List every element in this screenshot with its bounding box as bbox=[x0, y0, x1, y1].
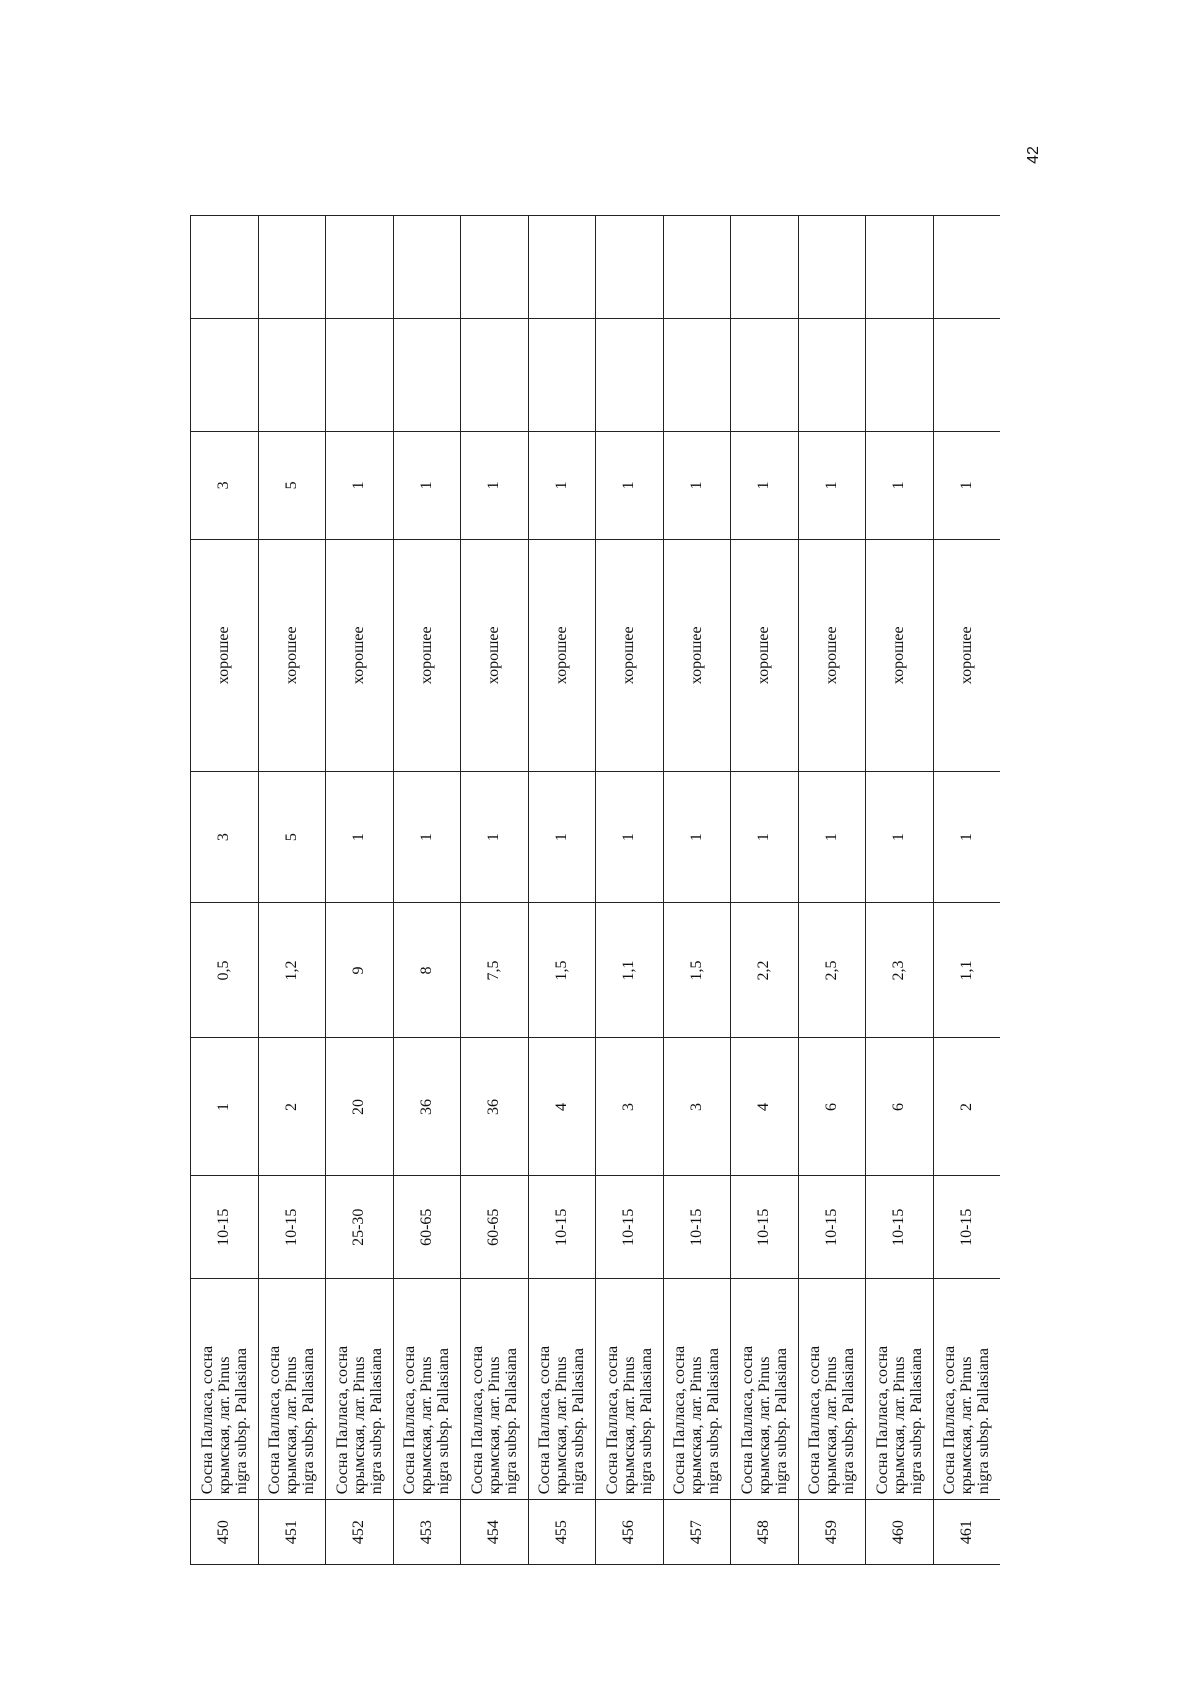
age-cell: 10-15 bbox=[731, 1176, 799, 1279]
table-row bbox=[596, 216, 664, 1565]
table-row bbox=[528, 216, 596, 1565]
species-cell bbox=[731, 1279, 799, 1500]
age-cell: 25-30 bbox=[326, 1176, 394, 1279]
row-number-cell: 450 bbox=[191, 1500, 259, 1565]
species-name-line: Сосна Палласа, сосна bbox=[536, 1345, 554, 1495]
count-cell: 1 bbox=[866, 771, 934, 903]
empty-cell bbox=[326, 318, 394, 431]
age-cell: 10-15 bbox=[663, 1176, 731, 1279]
empty-cell bbox=[191, 318, 259, 431]
species-name-line: nigra subsp. Pallasiana bbox=[570, 1348, 588, 1495]
species-cell bbox=[663, 1279, 731, 1500]
diameter-cell: 3 bbox=[596, 1038, 664, 1176]
species-name-line: nigra subsp. Pallasiana bbox=[300, 1348, 318, 1495]
count-total-cell: 1 bbox=[596, 431, 664, 539]
age-cell: 10-15 bbox=[596, 1176, 664, 1279]
diameter-cell: 36 bbox=[393, 1038, 461, 1176]
empty-cell bbox=[258, 216, 326, 319]
species-name-line: крымская, лат. Pinus bbox=[620, 1356, 638, 1495]
empty-cell bbox=[933, 216, 1000, 319]
condition-cell: хорошее bbox=[663, 539, 731, 771]
row-number-cell: 457 bbox=[663, 1500, 731, 1565]
page-number: 42 bbox=[1025, 146, 1042, 164]
count-total-cell: 1 bbox=[866, 431, 934, 539]
empty-cell bbox=[191, 216, 259, 319]
tree-inventory-table bbox=[190, 215, 1000, 1565]
species-name-line: Сосна Палласа, сосна bbox=[671, 1345, 689, 1495]
species-name-line: nigra subsp. Pallasiana bbox=[975, 1348, 993, 1495]
age-cell: 10-15 bbox=[191, 1176, 259, 1279]
condition-cell: хорошее bbox=[258, 539, 326, 771]
species-name-line: Сосна Палласа, сосна bbox=[266, 1345, 284, 1495]
height-cell: 1,2 bbox=[258, 903, 326, 1038]
empty-cell bbox=[528, 318, 596, 431]
diameter-cell: 6 bbox=[798, 1038, 866, 1176]
count-total-cell: 1 bbox=[933, 431, 1000, 539]
height-cell: 1,5 bbox=[528, 903, 596, 1038]
species-cell bbox=[258, 1279, 326, 1500]
empty-cell bbox=[393, 318, 461, 431]
age-cell: 60-65 bbox=[393, 1176, 461, 1279]
species-name-line: Сосна Палласа, сосна bbox=[873, 1345, 891, 1495]
empty-cell bbox=[798, 216, 866, 319]
diameter-cell: 6 bbox=[866, 1038, 934, 1176]
height-cell: 1,1 bbox=[596, 903, 664, 1038]
species-name-line: Сосна Палласа, сосна bbox=[738, 1345, 756, 1495]
species-name-line: крымская, лат. Pinus bbox=[688, 1356, 706, 1495]
species-name-line: Сосна Палласа, сосна bbox=[333, 1345, 351, 1495]
condition-cell: хорошее bbox=[798, 539, 866, 771]
age-cell: 10-15 bbox=[798, 1176, 866, 1279]
height-cell: 2,5 bbox=[798, 903, 866, 1038]
count-total-cell: 5 bbox=[258, 431, 326, 539]
row-number-cell: 460 bbox=[866, 1500, 934, 1565]
count-total-cell: 3 bbox=[191, 431, 259, 539]
count-total-cell: 1 bbox=[326, 431, 394, 539]
species-name-line: nigra subsp. Pallasiana bbox=[840, 1348, 858, 1495]
species-name-line: крымская, лат. Pinus bbox=[350, 1356, 368, 1495]
height-cell: 2,2 bbox=[731, 903, 799, 1038]
species-cell bbox=[866, 1279, 934, 1500]
species-name-line: крымская, лат. Pinus bbox=[418, 1356, 436, 1495]
count-cell: 1 bbox=[326, 771, 394, 903]
condition-cell: хорошее bbox=[393, 539, 461, 771]
empty-cell bbox=[731, 216, 799, 319]
species-cell bbox=[933, 1279, 1000, 1500]
species-name-line: nigra subsp. Pallasiana bbox=[637, 1348, 655, 1495]
species-name-line: nigra subsp. Pallasiana bbox=[367, 1348, 385, 1495]
row-number-cell: 452 bbox=[326, 1500, 394, 1565]
table-row bbox=[461, 216, 529, 1565]
height-cell: 2,3 bbox=[866, 903, 934, 1038]
count-cell: 1 bbox=[798, 771, 866, 903]
diameter-cell: 4 bbox=[731, 1038, 799, 1176]
table-row bbox=[798, 216, 866, 1565]
empty-cell bbox=[258, 318, 326, 431]
row-number-cell: 454 bbox=[461, 1500, 529, 1565]
count-total-cell: 1 bbox=[798, 431, 866, 539]
species-cell bbox=[461, 1279, 529, 1500]
species-cell bbox=[393, 1279, 461, 1500]
species-name-line: nigra subsp. Pallasiana bbox=[502, 1348, 520, 1495]
species-cell bbox=[326, 1279, 394, 1500]
table-row bbox=[326, 216, 394, 1565]
empty-cell bbox=[461, 216, 529, 319]
empty-cell bbox=[663, 318, 731, 431]
species-name-line: nigra subsp. Pallasiana bbox=[435, 1348, 453, 1495]
empty-cell bbox=[731, 318, 799, 431]
age-cell: 10-15 bbox=[528, 1176, 596, 1279]
species-name-line: Сосна Палласа, сосна bbox=[806, 1345, 824, 1495]
empty-cell bbox=[866, 318, 934, 431]
diameter-cell: 4 bbox=[528, 1038, 596, 1176]
species-name-line: Сосна Палласа, сосна bbox=[401, 1345, 419, 1495]
diameter-cell: 2 bbox=[933, 1038, 1000, 1176]
species-name-line: крымская, лат. Pinus bbox=[215, 1356, 233, 1495]
count-cell: 1 bbox=[528, 771, 596, 903]
age-cell: 10-15 bbox=[866, 1176, 934, 1279]
row-number-cell: 453 bbox=[393, 1500, 461, 1565]
row-number-cell: 451 bbox=[258, 1500, 326, 1565]
empty-cell bbox=[393, 216, 461, 319]
species-name-line: nigra subsp. Pallasiana bbox=[232, 1348, 250, 1495]
height-cell: 0,5 bbox=[191, 903, 259, 1038]
count-cell: 5 bbox=[258, 771, 326, 903]
species-name-line: Сосна Палласа, сосна bbox=[198, 1345, 216, 1495]
species-name-line: крымская, лат. Pinus bbox=[283, 1356, 301, 1495]
table-row bbox=[731, 216, 799, 1565]
empty-cell bbox=[866, 216, 934, 319]
count-cell: 1 bbox=[393, 771, 461, 903]
height-cell: 9 bbox=[326, 903, 394, 1038]
row-number-cell: 458 bbox=[731, 1500, 799, 1565]
table-row bbox=[933, 216, 1000, 1565]
count-total-cell: 1 bbox=[663, 431, 731, 539]
table-row bbox=[663, 216, 731, 1565]
count-cell: 1 bbox=[596, 771, 664, 903]
age-cell: 10-15 bbox=[258, 1176, 326, 1279]
count-cell: 1 bbox=[933, 771, 1000, 903]
count-total-cell: 1 bbox=[528, 431, 596, 539]
species-name-line: nigra subsp. Pallasiana bbox=[907, 1348, 925, 1495]
species-name-line: Сосна Палласа, сосна bbox=[941, 1345, 959, 1495]
condition-cell: хорошее bbox=[191, 539, 259, 771]
diameter-cell: 20 bbox=[326, 1038, 394, 1176]
diameter-cell: 2 bbox=[258, 1038, 326, 1176]
condition-cell: хорошее bbox=[528, 539, 596, 771]
count-total-cell: 1 bbox=[393, 431, 461, 539]
diameter-cell: 3 bbox=[663, 1038, 731, 1176]
species-name-line: крымская, лат. Pinus bbox=[958, 1356, 976, 1495]
diameter-cell: 1 bbox=[191, 1038, 259, 1176]
empty-cell bbox=[528, 216, 596, 319]
count-cell: 1 bbox=[731, 771, 799, 903]
row-number-cell: 456 bbox=[596, 1500, 664, 1565]
age-cell: 60-65 bbox=[461, 1176, 529, 1279]
height-cell: 8 bbox=[393, 903, 461, 1038]
empty-cell bbox=[596, 216, 664, 319]
table-row bbox=[258, 216, 326, 1565]
species-name-line: крымская, лат. Pinus bbox=[755, 1356, 773, 1495]
empty-cell bbox=[326, 216, 394, 319]
condition-cell: хорошее bbox=[461, 539, 529, 771]
species-name-line: крымская, лат. Pinus bbox=[823, 1356, 841, 1495]
row-number-cell: 455 bbox=[528, 1500, 596, 1565]
table-row bbox=[191, 216, 259, 1565]
condition-cell: хорошее bbox=[326, 539, 394, 771]
species-name-line: крымская, лат. Pinus bbox=[890, 1356, 908, 1495]
empty-cell bbox=[663, 216, 731, 319]
height-cell: 7,5 bbox=[461, 903, 529, 1038]
empty-cell bbox=[596, 318, 664, 431]
diameter-cell: 36 bbox=[461, 1038, 529, 1176]
empty-cell bbox=[461, 318, 529, 431]
count-cell: 1 bbox=[663, 771, 731, 903]
row-number-cell: 461 bbox=[933, 1500, 1000, 1565]
empty-cell bbox=[798, 318, 866, 431]
condition-cell: хорошее bbox=[596, 539, 664, 771]
table-row bbox=[866, 216, 934, 1565]
species-name-line: Сосна Палласа, сосна bbox=[468, 1345, 486, 1495]
count-cell: 1 bbox=[461, 771, 529, 903]
species-name-line: крымская, лат. Pinus bbox=[553, 1356, 571, 1495]
species-cell bbox=[596, 1279, 664, 1500]
count-total-cell: 1 bbox=[461, 431, 529, 539]
species-cell bbox=[191, 1279, 259, 1500]
species-cell bbox=[528, 1279, 596, 1500]
table-row bbox=[393, 216, 461, 1565]
height-cell: 1,5 bbox=[663, 903, 731, 1038]
species-name-line: крымская, лат. Pinus bbox=[485, 1356, 503, 1495]
height-cell: 1,1 bbox=[933, 903, 1000, 1038]
species-name-line: nigra subsp. Pallasiana bbox=[772, 1348, 790, 1495]
empty-cell bbox=[933, 318, 1000, 431]
condition-cell: хорошее bbox=[933, 539, 1000, 771]
age-cell: 10-15 bbox=[933, 1176, 1000, 1279]
species-name-line: nigra subsp. Pallasiana bbox=[705, 1348, 723, 1495]
count-cell: 3 bbox=[191, 771, 259, 903]
table-frame bbox=[190, 215, 1000, 1565]
row-number-cell: 459 bbox=[798, 1500, 866, 1565]
condition-cell: хорошее bbox=[866, 539, 934, 771]
condition-cell: хорошее bbox=[731, 539, 799, 771]
count-total-cell: 1 bbox=[731, 431, 799, 539]
species-cell bbox=[798, 1279, 866, 1500]
species-name-line: Сосна Палласа, сосна bbox=[603, 1345, 621, 1495]
